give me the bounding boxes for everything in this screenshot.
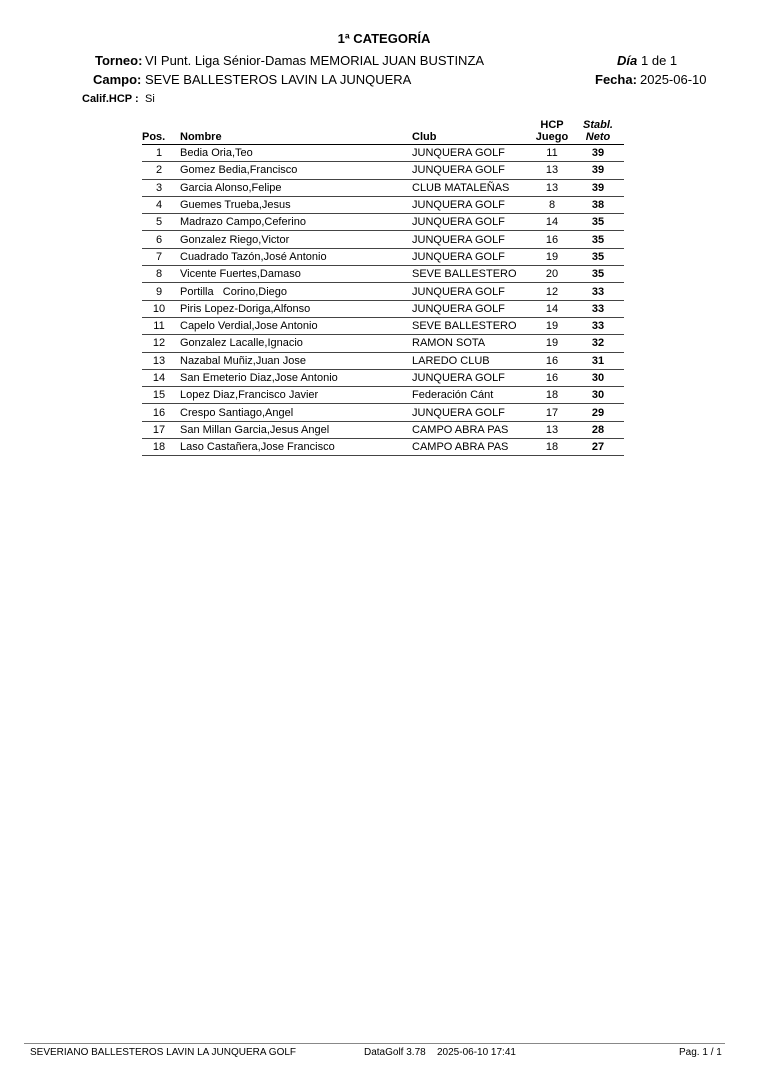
cell-club: JUNQUERA GOLF: [408, 196, 532, 213]
cell-pos: 12: [142, 335, 176, 352]
cell-pos: 10: [142, 300, 176, 317]
cell-nombre: Vicente Fuertes,Damaso: [176, 266, 408, 283]
page-title: 1ª CATEGORÍA: [337, 31, 431, 46]
cell-pos: 3: [142, 179, 176, 196]
col-hcp-header-line1: HCP: [540, 119, 564, 131]
cell-nombre: Madrazo Campo,Ceferino: [176, 214, 408, 231]
table-row: [142, 387, 624, 404]
cell-neto: 39: [572, 179, 624, 196]
footer-software: DataGolf 3.78: [364, 1047, 426, 1058]
table-header-row: [142, 113, 624, 145]
cell-neto: 33: [572, 300, 624, 317]
cell-pos: 13: [142, 352, 176, 369]
cell-neto: 31: [572, 352, 624, 369]
campo-label: Campo:: [93, 72, 142, 87]
cell-hcp: 12: [532, 283, 572, 300]
cell-nombre: Gonzalez Riego,Victor: [176, 231, 408, 248]
cell-neto: 28: [572, 421, 624, 438]
table-row: [142, 145, 624, 162]
cell-club: JUNQUERA GOLF: [408, 231, 532, 248]
cell-neto: 32: [572, 335, 624, 352]
campo-value: SEVE BALLESTEROS LAVIN LA JUNQUERA: [145, 72, 412, 87]
cell-hcp: 19: [532, 317, 572, 334]
dia-label: Día: [617, 53, 638, 68]
cell-club: SEVE BALLESTERO: [408, 317, 532, 334]
torneo-value: VI Punt. Liga Sénior-Damas MEMORIAL JUAN BUSTINZA: [145, 53, 485, 68]
table-row: [142, 352, 624, 369]
cell-nombre: Crespo Santiago,Angel: [176, 404, 408, 421]
cell-hcp: 20: [532, 266, 572, 283]
cell-pos: 8: [142, 266, 176, 283]
col-hcp-header: [532, 113, 572, 145]
col-nombre-header: Nombre: [176, 113, 408, 145]
cell-pos: 6: [142, 231, 176, 248]
footer-page-number: Pag. 1 / 1: [679, 1047, 722, 1058]
cell-pos: 17: [142, 421, 176, 438]
cell-neto: 29: [572, 404, 624, 421]
cell-nombre: San Millan Garcia,Jesus Angel: [176, 421, 408, 438]
torneo-label: Torneo:: [95, 53, 143, 68]
table-row: [142, 214, 624, 231]
cell-club: JUNQUERA GOLF: [408, 300, 532, 317]
cell-club: JUNQUERA GOLF: [408, 369, 532, 386]
table-row: [142, 421, 624, 438]
col-pos-header: Pos.: [142, 113, 176, 145]
cell-nombre: Garcia Alonso,Felipe: [176, 179, 408, 196]
table-row: [142, 439, 624, 456]
cell-nombre: Nazabal Muñiz,Juan Jose: [176, 352, 408, 369]
fecha-label: Fecha:: [595, 72, 637, 87]
cell-neto: 30: [572, 369, 624, 386]
cell-hcp: 16: [532, 369, 572, 386]
table-row: [142, 266, 624, 283]
cell-hcp: 13: [532, 421, 572, 438]
cell-hcp: 14: [532, 214, 572, 231]
cell-hcp: 19: [532, 248, 572, 265]
cell-neto: 35: [572, 248, 624, 265]
cell-hcp: 11: [532, 145, 572, 162]
cell-neto: 38: [572, 196, 624, 213]
cell-nombre: Gomez Bedia,Francisco: [176, 162, 408, 179]
table-row: [142, 335, 624, 352]
cell-hcp: 14: [532, 300, 572, 317]
cell-hcp: 16: [532, 231, 572, 248]
cell-club: JUNQUERA GOLF: [408, 214, 532, 231]
cell-nombre: Capelo Verdial,Jose Antonio: [176, 317, 408, 334]
cell-pos: 15: [142, 387, 176, 404]
table-row: [142, 179, 624, 196]
col-stabl-header-line2: Neto: [585, 131, 611, 143]
cell-club: LAREDO CLUB: [408, 352, 532, 369]
cell-club: JUNQUERA GOLF: [408, 248, 532, 265]
col-club-header: Club: [408, 113, 532, 145]
cell-hcp: 18: [532, 439, 572, 456]
footer-club-name: SEVERIANO BALLESTEROS LAVIN LA JUNQUERA GOLF: [30, 1047, 297, 1058]
cell-pos: 11: [142, 317, 176, 334]
cell-club: CAMPO ABRA PAS: [408, 439, 532, 456]
cell-club: JUNQUERA GOLF: [408, 283, 532, 300]
table-row: [142, 300, 624, 317]
cell-neto: 35: [572, 231, 624, 248]
fecha-value: 2025-06-10: [640, 72, 707, 87]
cell-club: RAMON SOTA: [408, 335, 532, 352]
cell-club: JUNQUERA GOLF: [408, 162, 532, 179]
results-table: [142, 113, 624, 456]
cell-pos: 14: [142, 369, 176, 386]
cell-neto: 33: [572, 317, 624, 334]
cell-club: SEVE BALLESTERO: [408, 266, 532, 283]
cell-nombre: Lopez Diaz,Francisco Javier: [176, 387, 408, 404]
cell-hcp: 8: [532, 196, 572, 213]
cell-pos: 4: [142, 196, 176, 213]
cell-nombre: Portilla Corino,Diego: [176, 283, 408, 300]
cell-nombre: Laso Castañera,Jose Francisco: [176, 439, 408, 456]
col-stabl-header-line1: Stabl.: [583, 119, 613, 131]
table-row: [142, 369, 624, 386]
cell-neto: 35: [572, 214, 624, 231]
col-hcp-header-line2: Juego: [535, 131, 569, 143]
cell-neto: 27: [572, 439, 624, 456]
cell-pos: 9: [142, 283, 176, 300]
cell-club: JUNQUERA GOLF: [408, 145, 532, 162]
table-row: [142, 231, 624, 248]
cell-nombre: San Emeterio Diaz,Jose Antonio: [176, 369, 408, 386]
col-stabl-header: [572, 113, 624, 145]
footer-divider: [24, 1043, 725, 1044]
table-row: [142, 404, 624, 421]
footer-timestamp: 2025-06-10 17:41: [437, 1047, 516, 1058]
cell-neto: 35: [572, 266, 624, 283]
cell-hcp: 13: [532, 179, 572, 196]
cell-nombre: Piris Lopez-Doriga,Alfonso: [176, 300, 408, 317]
cell-neto: 39: [572, 162, 624, 179]
cell-pos: 16: [142, 404, 176, 421]
table-row: [142, 162, 624, 179]
cell-hcp: 17: [532, 404, 572, 421]
cell-neto: 33: [572, 283, 624, 300]
cell-pos: 7: [142, 248, 176, 265]
cell-club: JUNQUERA GOLF: [408, 404, 532, 421]
cell-pos: 18: [142, 439, 176, 456]
cell-neto: 39: [572, 145, 624, 162]
dia-value: 1 de 1: [641, 53, 678, 68]
cell-club: CAMPO ABRA PAS: [408, 421, 532, 438]
cell-nombre: Bedia Oria,Teo: [176, 145, 408, 162]
cell-hcp: 18: [532, 387, 572, 404]
cell-nombre: Gonzalez Lacalle,Ignacio: [176, 335, 408, 352]
cell-nombre: Guemes Trueba,Jesus: [176, 196, 408, 213]
cell-club: CLUB MATALEÑAS: [408, 179, 532, 196]
cell-nombre: Cuadrado Tazón,José Antonio: [176, 248, 408, 265]
table-row: [142, 317, 624, 334]
calif-hcp-label: Calif.HCP :: [82, 93, 139, 105]
cell-neto: 30: [572, 387, 624, 404]
table-row: [142, 196, 624, 213]
cell-hcp: 13: [532, 162, 572, 179]
cell-hcp: 19: [532, 335, 572, 352]
cell-pos: 2: [142, 162, 176, 179]
cell-pos: 5: [142, 214, 176, 231]
calif-hcp-value: Si: [145, 93, 155, 105]
cell-club: Federación Cánt: [408, 387, 532, 404]
cell-hcp: 16: [532, 352, 572, 369]
cell-pos: 1: [142, 145, 176, 162]
table-row: [142, 283, 624, 300]
table-row: [142, 248, 624, 265]
